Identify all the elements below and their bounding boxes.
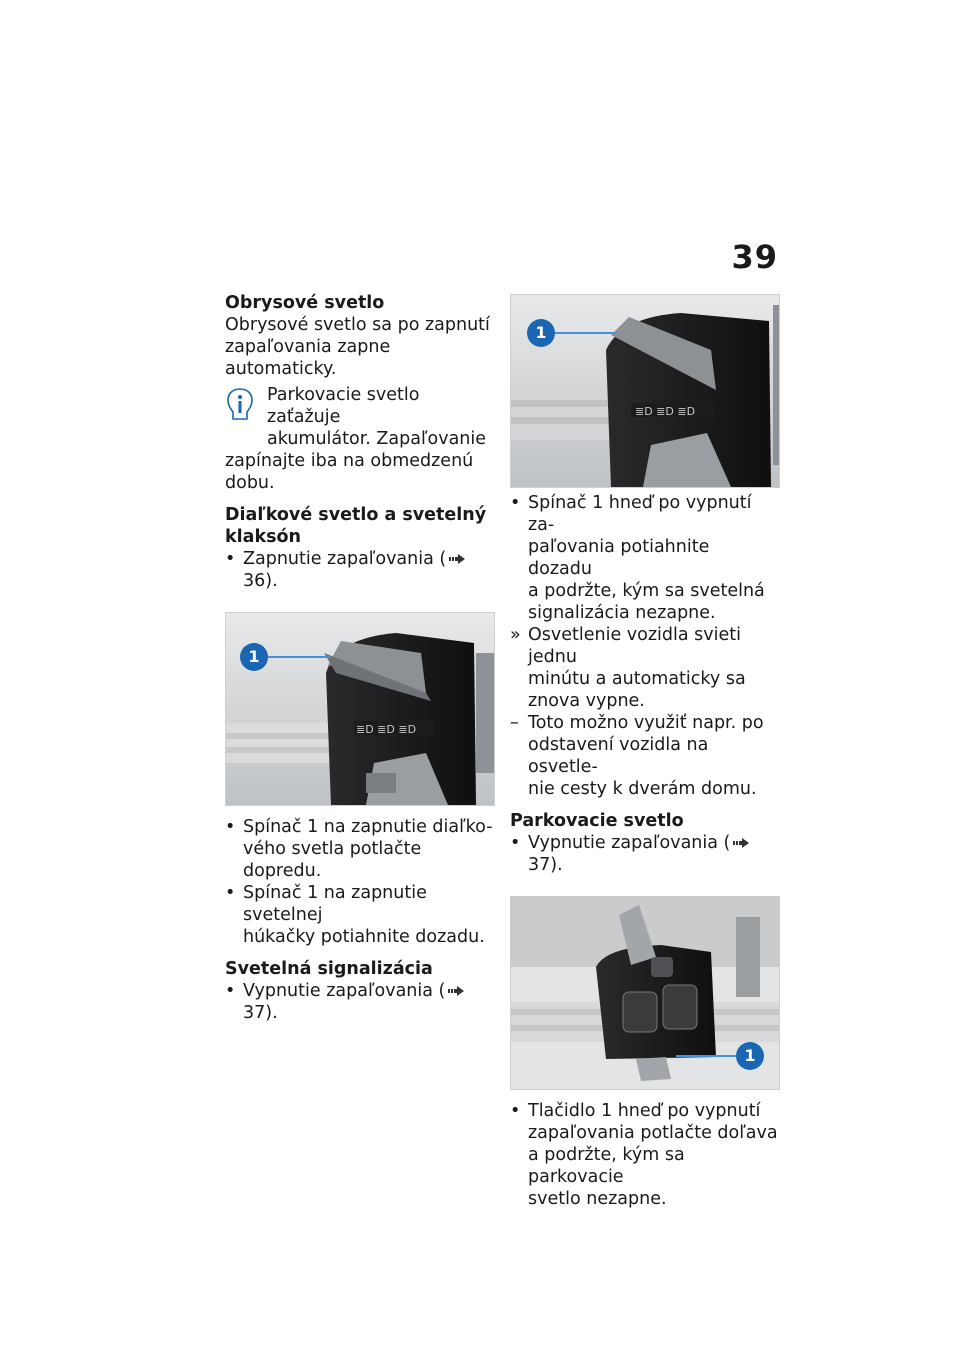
leader-line — [549, 332, 615, 334]
figure-high-beam-switch — [225, 612, 495, 806]
heading-svetelna-signalizacia: Svetelná signalizácia — [225, 959, 433, 979]
bullet-spinac-signalizacia: • Spínač 1 hneď po vypnutí za- paľovania potiahnite dozadu a podržte, kým sa svetelná signalizácia nezapne. — [510, 493, 765, 623]
heading-dialkove-line-2: klaksón — [225, 527, 301, 547]
step-zapnutie: • Zapnutie zapaľovania (36). — [225, 548, 493, 592]
bullet-icon: • — [510, 1101, 521, 1121]
step-vypnutie-parkovacie: • Vypnutie zapaľovania (37). — [510, 832, 778, 876]
figure-parking-light-button — [510, 896, 780, 1090]
reference-arrow-icon — [449, 554, 465, 564]
bullet-tlacidlo: • Tlačidlo 1 hneď po vypnutí zapaľovania potlačte doľava a podržte, kým sa parkovacie svetlo nezapne. — [510, 1101, 778, 1209]
note-line-4: dobu. — [225, 473, 275, 493]
heading-parkovacie-svetlo: Parkovacie svetlo — [510, 811, 684, 831]
dash-icon: – — [510, 713, 519, 733]
bullet-icon: • — [225, 883, 236, 903]
leader-line — [260, 656, 330, 658]
result-arrow-icon: » — [510, 625, 521, 645]
obrysove-body-line-2: zapaľovania zapne automaticky. — [225, 337, 391, 379]
leader-line — [676, 1055, 736, 1057]
right-column — [510, 292, 778, 1210]
obrysove-body-line-1: Obrysové svetlo sa po zapnutí — [225, 315, 490, 335]
svg-text:≣D ≣D ≣D: ≣D ≣D ≣D — [356, 723, 417, 736]
heading-obrysove-svetlo: Obrysové svetlo — [225, 293, 385, 313]
bullet-icon: • — [225, 981, 236, 1001]
bullet-icon: • — [225, 549, 236, 569]
callout-badge-1: 1 — [527, 319, 555, 347]
svg-text:≣D ≣D ≣D: ≣D ≣D ≣D — [635, 405, 696, 418]
note-line-3: zapínajte iba na obmedzenú — [225, 451, 474, 471]
info-icon — [225, 386, 255, 422]
info-note — [225, 384, 493, 494]
figure-headlight-flasher-switch — [510, 294, 780, 488]
note-line-1: Parkovacie svetlo zaťažuje — [267, 385, 420, 427]
bullet-icon: • — [510, 833, 521, 853]
reference-arrow-icon — [733, 838, 749, 848]
heading-dialkove-line-1: Diaľkové svetlo a svetelný — [225, 505, 487, 525]
result-osvetlenie: » Osvetlenie vozidla svieti jednu minútu a automaticky sa znova vypne. — [510, 625, 746, 711]
callout-badge-1: 1 — [240, 643, 268, 671]
left-column — [225, 292, 493, 1024]
note-line-2: akumulátor. Zapaľovanie — [267, 429, 487, 449]
step-vypnutie-signalizacia: • Vypnutie zapaľovania (37). — [225, 980, 493, 1024]
dash-toto-mozno: – Toto možno využiť napr. po odstavení vozidla na osvetle- nie cesty k dverám domu. — [510, 713, 764, 799]
bullet-spinac-dopredu: • Spínač 1 na zapnutie diaľko- vého svetla potlačte dopredu. — [225, 817, 493, 881]
page-number: 39 — [731, 238, 778, 276]
callout-badge-1: 1 — [736, 1042, 764, 1070]
reference-arrow-icon — [448, 986, 464, 996]
bullet-spinac-dozadu: • Spínač 1 na zapnutie svetelnej húkačky potiahnite dozadu. — [225, 883, 485, 947]
bullet-icon: • — [510, 493, 521, 513]
bullet-icon: • — [225, 817, 236, 837]
